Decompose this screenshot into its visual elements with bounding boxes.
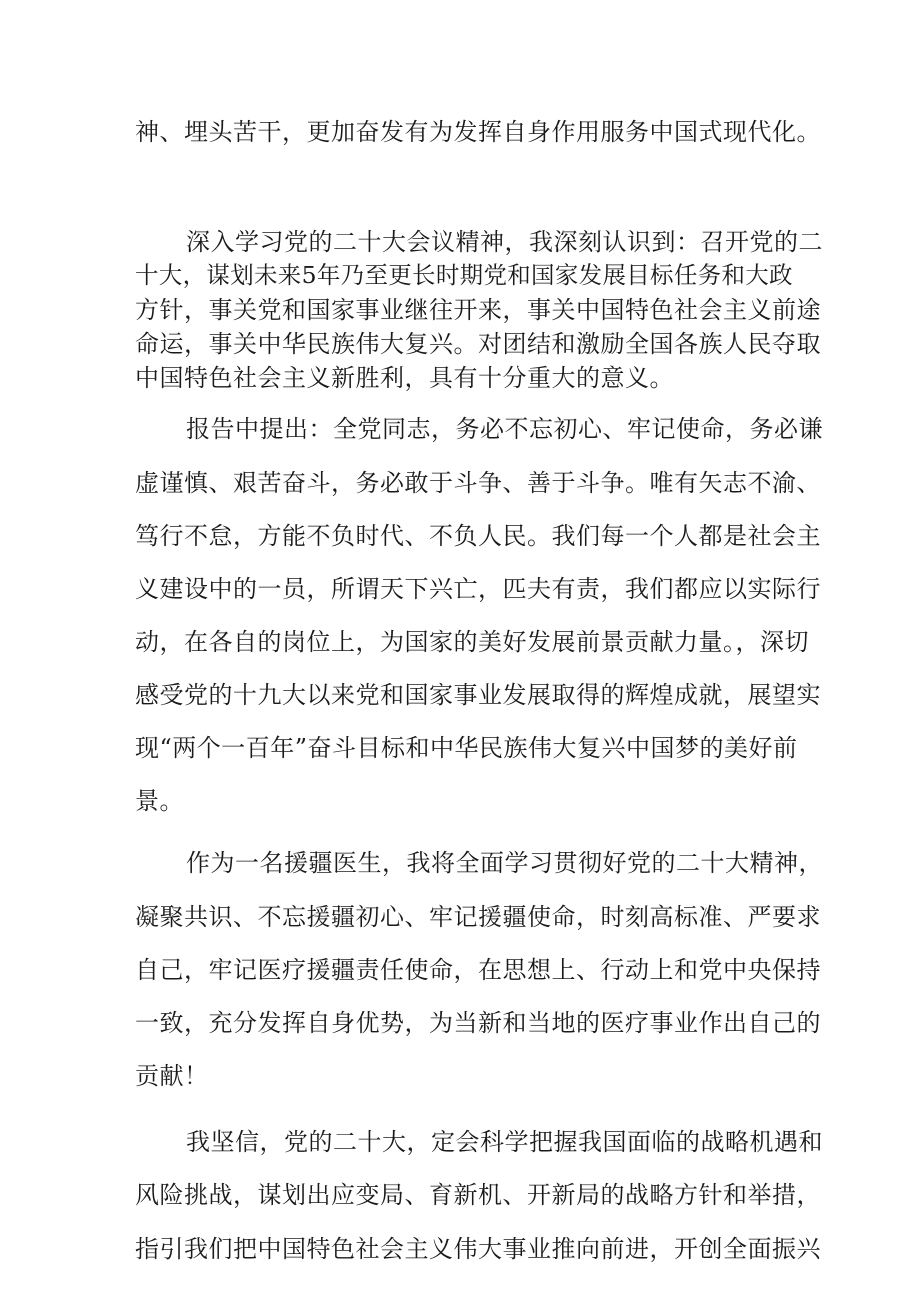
text-line: 报告中提出：全党同志，务必不忘初心、牢记使命，务必谦 [186,415,823,443]
text-line: 方针，事关党和国家事业继往开来，事关中国特色社会主义前途 [135,296,821,324]
text-line: 虚谨慎、艰苦奋斗，务必敢于斗争、善于斗争。唯有矢志不渝、 [135,469,821,497]
text-line: 十大，谋划未来5年乃至更长时期党和国家发展目标任务和大政 [135,261,793,289]
text-line: 凝聚共识、不忘援疆初心、牢记援疆使命，时刻高标准、严要求 [135,903,821,931]
text-line: 景。 [135,787,184,815]
text-line: 深入学习党的二十大会议精神，我深刻认识到：召开党的二 [186,228,823,256]
text-line: 风险挑战，谋划出应变局、育新机、开新局的战略方针和举措， [135,1181,821,1209]
text-line: 义建设中的一员，所谓天下兴亡，匹夫有责，我们都应以实际行 [135,575,821,603]
text-line: 我坚信，党的二十大，定会科学把握我国面临的战略机遇和 [186,1128,823,1156]
text-line: 一致，充分发挥自身优势，为当新和当地的医疗事业作出自己的 [135,1009,821,1037]
text-line: 神、埋头苦干，更加奋发有为发挥自身作用服务中国式现代化。 [135,118,821,146]
text-line: 动，在各自的岗位上，为国家的美好发展前景贡献力量。，深切 [135,628,809,656]
text-line: 命运，事关中华民族伟大复兴。对团结和激励全国各族人民夺取 [135,330,821,358]
text-line: 笃行不怠，方能不负时代、不负人民。我们每一个人都是社会主 [135,522,821,550]
text-line: 自己，牢记医疗援疆责任使命，在思想上、行动上和党中央保持 [135,956,821,984]
text-line: 现“两个一百年”奋斗目标和中华民族伟大复兴中国梦的美好前 [135,734,798,762]
text-line: 中国特色社会主义新胜利，具有十分重大的意义。 [135,364,674,392]
text-line: 贡献！ [135,1062,209,1090]
text-line: 感受党的十九大以来党和国家事业发展取得的辉煌成就，展望实 [135,681,821,709]
text-line: 指引我们把中国特色社会主义伟大事业推向前进，开创全面振兴 [135,1235,821,1263]
text-line: 作为一名援疆医生，我将全面学习贯彻好党的二十大精神， [186,849,823,877]
